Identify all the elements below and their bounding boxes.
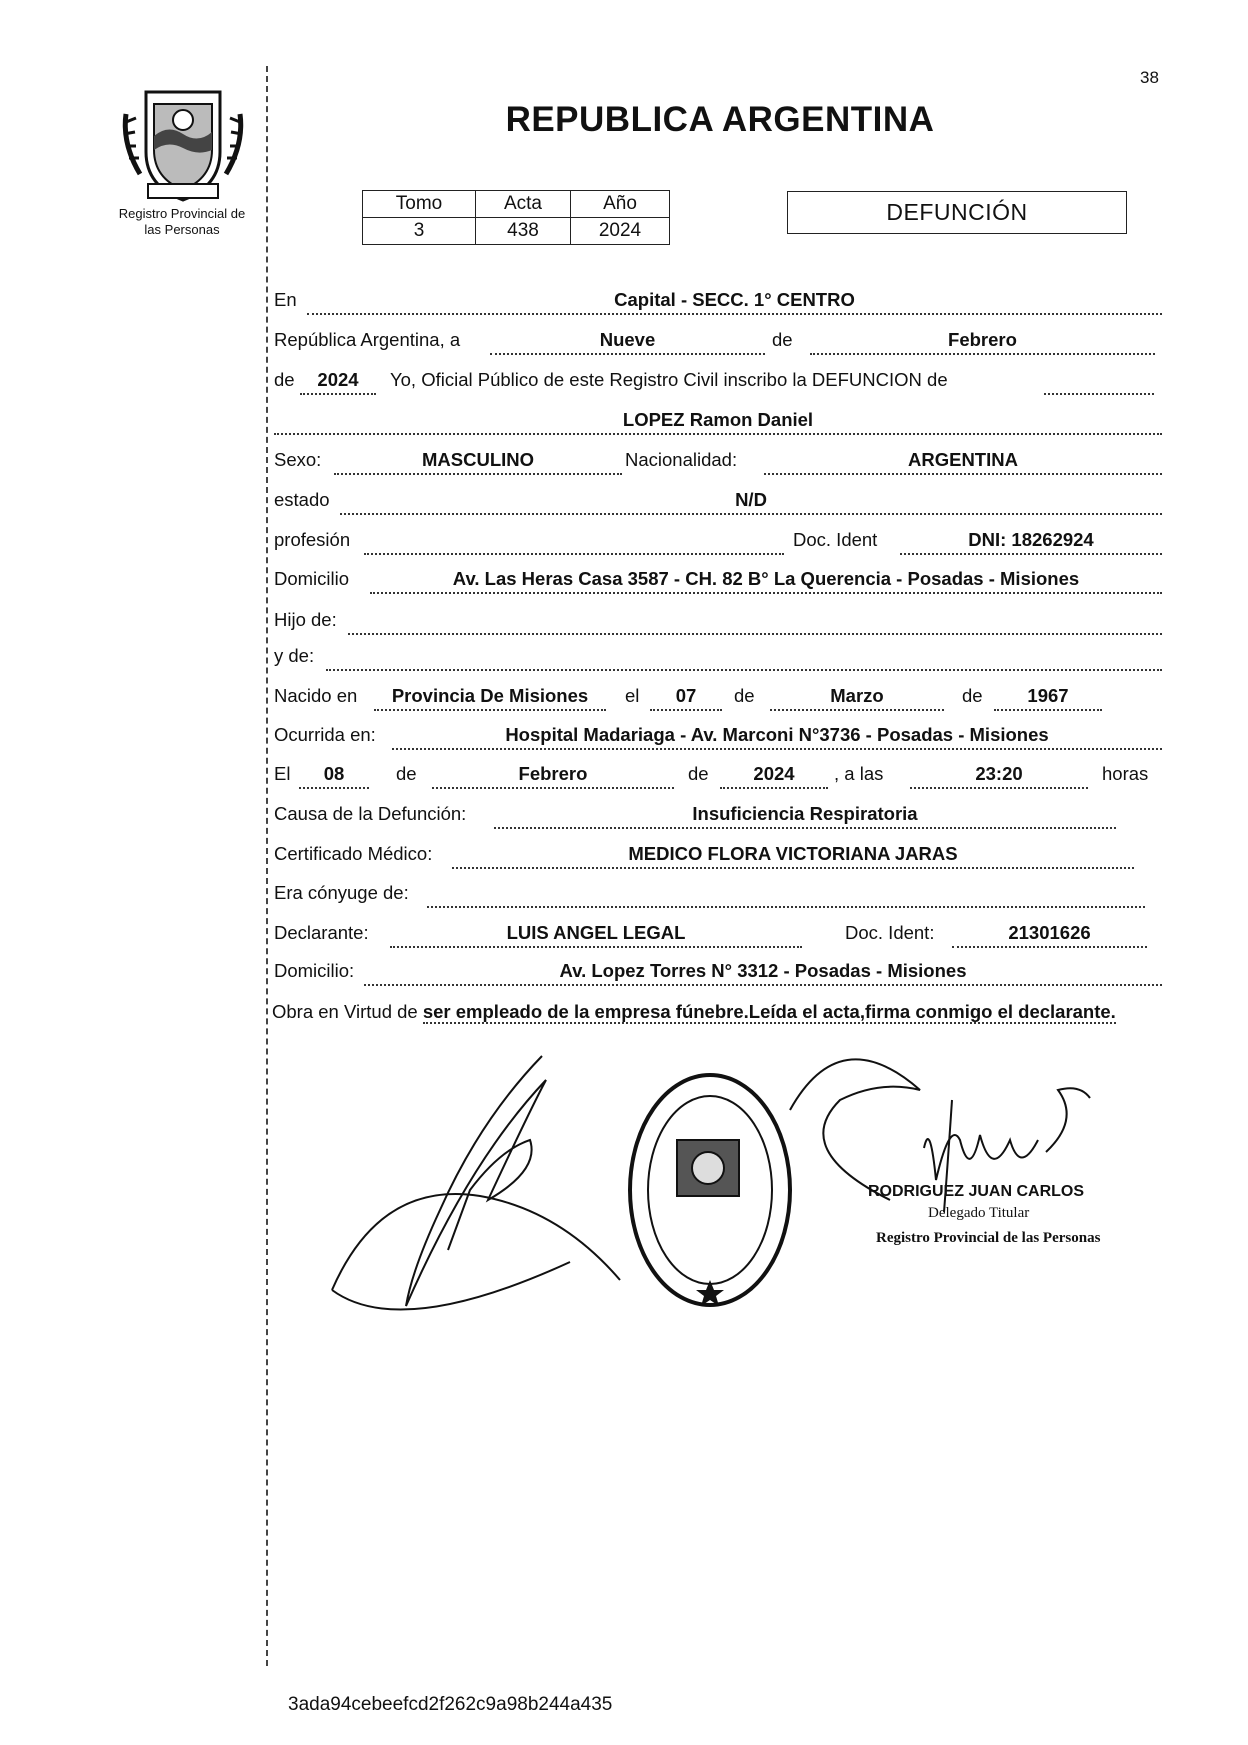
birth-month-field: Marzo <box>770 685 944 711</box>
country-label: República Argentina, a <box>274 329 461 350</box>
declarant-address-label: Domicilio: <box>274 960 355 981</box>
register-value-tomo: 3 <box>363 218 476 245</box>
obra-paragraph <box>272 998 1167 1026</box>
de-label: de <box>772 329 793 350</box>
registry-name-line2: las Personas <box>144 222 220 237</box>
obra-text: ser empleado de la empresa fúnebre.Leída el acta,firma conmigo el declarante. <box>422 1001 1116 1022</box>
death-year-field: 2024 <box>720 763 828 789</box>
doc-label: Doc. Ident <box>793 529 878 550</box>
year-field: 2024 <box>300 369 376 395</box>
at-label: , a las <box>834 763 884 784</box>
register-header-anio: Año <box>571 191 670 218</box>
birth-de2-label: de <box>962 685 983 706</box>
hours-label: horas <box>1102 763 1149 784</box>
address-label: Domicilio <box>274 568 350 589</box>
row-date <box>272 329 1162 355</box>
birth-year-field: 1967 <box>994 685 1102 711</box>
register-table <box>362 190 670 245</box>
day-field: Nueve <box>490 329 765 355</box>
register-header-row <box>363 191 670 218</box>
death-el-label: El <box>274 763 291 784</box>
occurred-label: Ocurrida en: <box>274 724 376 745</box>
margin-line <box>266 66 268 1666</box>
death-month-field: Febrero <box>432 763 674 789</box>
profession-label: profesión <box>274 529 351 550</box>
spouse-label: Era cónyuge de: <box>274 882 409 903</box>
obra-label: Obra en Virtud de <box>272 1001 418 1022</box>
document-title: REPUBLICA ARGENTINA <box>505 100 935 139</box>
row-declarant-address <box>272 960 1162 986</box>
row-spouse <box>272 882 1162 908</box>
row-certificate <box>272 843 1162 869</box>
certificate-label: Certificado Médico: <box>274 843 433 864</box>
row-profession-doc <box>272 529 1162 555</box>
officer-name: RODRIGUEZ JUAN CARLOS <box>868 1183 1085 1200</box>
row-place <box>272 289 1162 315</box>
and-of-label: y de: <box>274 645 315 666</box>
row-statement <box>272 369 1162 395</box>
registry-name-line1: Registro Provincial de <box>118 206 246 221</box>
profession-field <box>364 529 784 555</box>
nationality-field: ARGENTINA <box>764 449 1162 475</box>
death-de2-label: de <box>688 763 709 784</box>
certificate-field: MEDICO FLORA VICTORIANA JARAS <box>452 843 1134 869</box>
and-of-field <box>326 645 1162 671</box>
declarant-field: LUIS ANGEL LEGAL <box>390 922 802 948</box>
footer-hash: 3ada94cebeefcd2f262c9a98b244a435 <box>288 1694 613 1715</box>
official-seal <box>630 1075 790 1306</box>
declarant-doc-field: 21301626 <box>952 922 1147 948</box>
en-label: En <box>274 289 297 310</box>
nationality-label: Nacionalidad: <box>625 449 738 470</box>
de2-label: de <box>274 369 295 390</box>
declarant-address-field: Av. Lopez Torres N° 3312 - Posadas - Misiones <box>364 960 1162 986</box>
row-deceased-name <box>272 409 1162 435</box>
birth-day-field: 07 <box>650 685 722 711</box>
address-field: Av. Las Heras Casa 3587 - CH. 82 B° La Querencia - Posadas - Misiones <box>370 568 1162 594</box>
born-label: Nacido en <box>274 685 358 706</box>
officer-role: Delegado Titular <box>928 1205 1030 1221</box>
row-cause <box>272 803 1162 829</box>
page-number: 38 <box>1140 68 1159 87</box>
officer-office: Registro Provincial de las Personas <box>876 1230 1101 1246</box>
child-of-field <box>348 609 1162 635</box>
register-header-tomo: Tomo <box>363 191 476 218</box>
provincial-coat-of-arms-logo <box>118 74 248 204</box>
month-field: Febrero <box>810 329 1155 355</box>
doc-field: DNI: 18262924 <box>900 529 1162 555</box>
death-day-field: 08 <box>299 763 369 789</box>
row-address <box>272 568 1162 594</box>
civil-status-field: N/D <box>340 489 1162 515</box>
declarant-label: Declarante: <box>274 922 369 943</box>
register-value-anio: 2024 <box>571 218 670 245</box>
register-header-acta: Acta <box>476 191 571 218</box>
row-sex-nationality <box>272 449 1162 475</box>
sex-label: Sexo: <box>274 449 322 470</box>
row-occurred <box>272 724 1162 750</box>
statement-fill <box>1044 369 1154 395</box>
row-civil-status <box>272 489 1162 515</box>
birth-place-field: Provincia De Misiones <box>374 685 606 711</box>
declarant-doc-label: Doc. Ident: <box>845 922 935 943</box>
place-field: Capital - SECC. 1° CENTRO <box>307 289 1162 315</box>
register-value-row <box>363 218 670 245</box>
cause-field: Insuficiencia Respiratoria <box>494 803 1116 829</box>
row-child-of <box>272 609 1162 635</box>
registry-name <box>92 206 272 238</box>
sex-field: MASCULINO <box>334 449 622 475</box>
row-declarant <box>272 922 1162 948</box>
death-de-label: de <box>396 763 417 784</box>
act-type-box: DEFUNCIÓN <box>787 191 1127 234</box>
child-of-label: Hijo de: <box>274 609 337 630</box>
register-value-acta: 438 <box>476 218 571 245</box>
row-and-of <box>272 645 1162 671</box>
el-label: el <box>625 685 640 706</box>
row-death-date <box>272 763 1162 789</box>
death-time-field: 23:20 <box>910 763 1088 789</box>
statement-text: Yo, Oficial Público de este Registro Civil inscribo la DEFUNCION de <box>390 369 948 390</box>
spouse-field <box>427 882 1145 908</box>
civil-status-label: estado <box>274 489 330 510</box>
birth-de-label: de <box>734 685 755 706</box>
deceased-name-field: LOPEZ Ramon Daniel <box>274 409 1162 435</box>
occurred-place-field: Hospital Madariaga - Av. Marconi N°3736 - Posadas - Misiones <box>392 724 1162 750</box>
declarant-signature <box>332 1056 620 1310</box>
cause-label: Causa de la Defunción: <box>274 803 467 824</box>
row-birth <box>272 685 1162 711</box>
